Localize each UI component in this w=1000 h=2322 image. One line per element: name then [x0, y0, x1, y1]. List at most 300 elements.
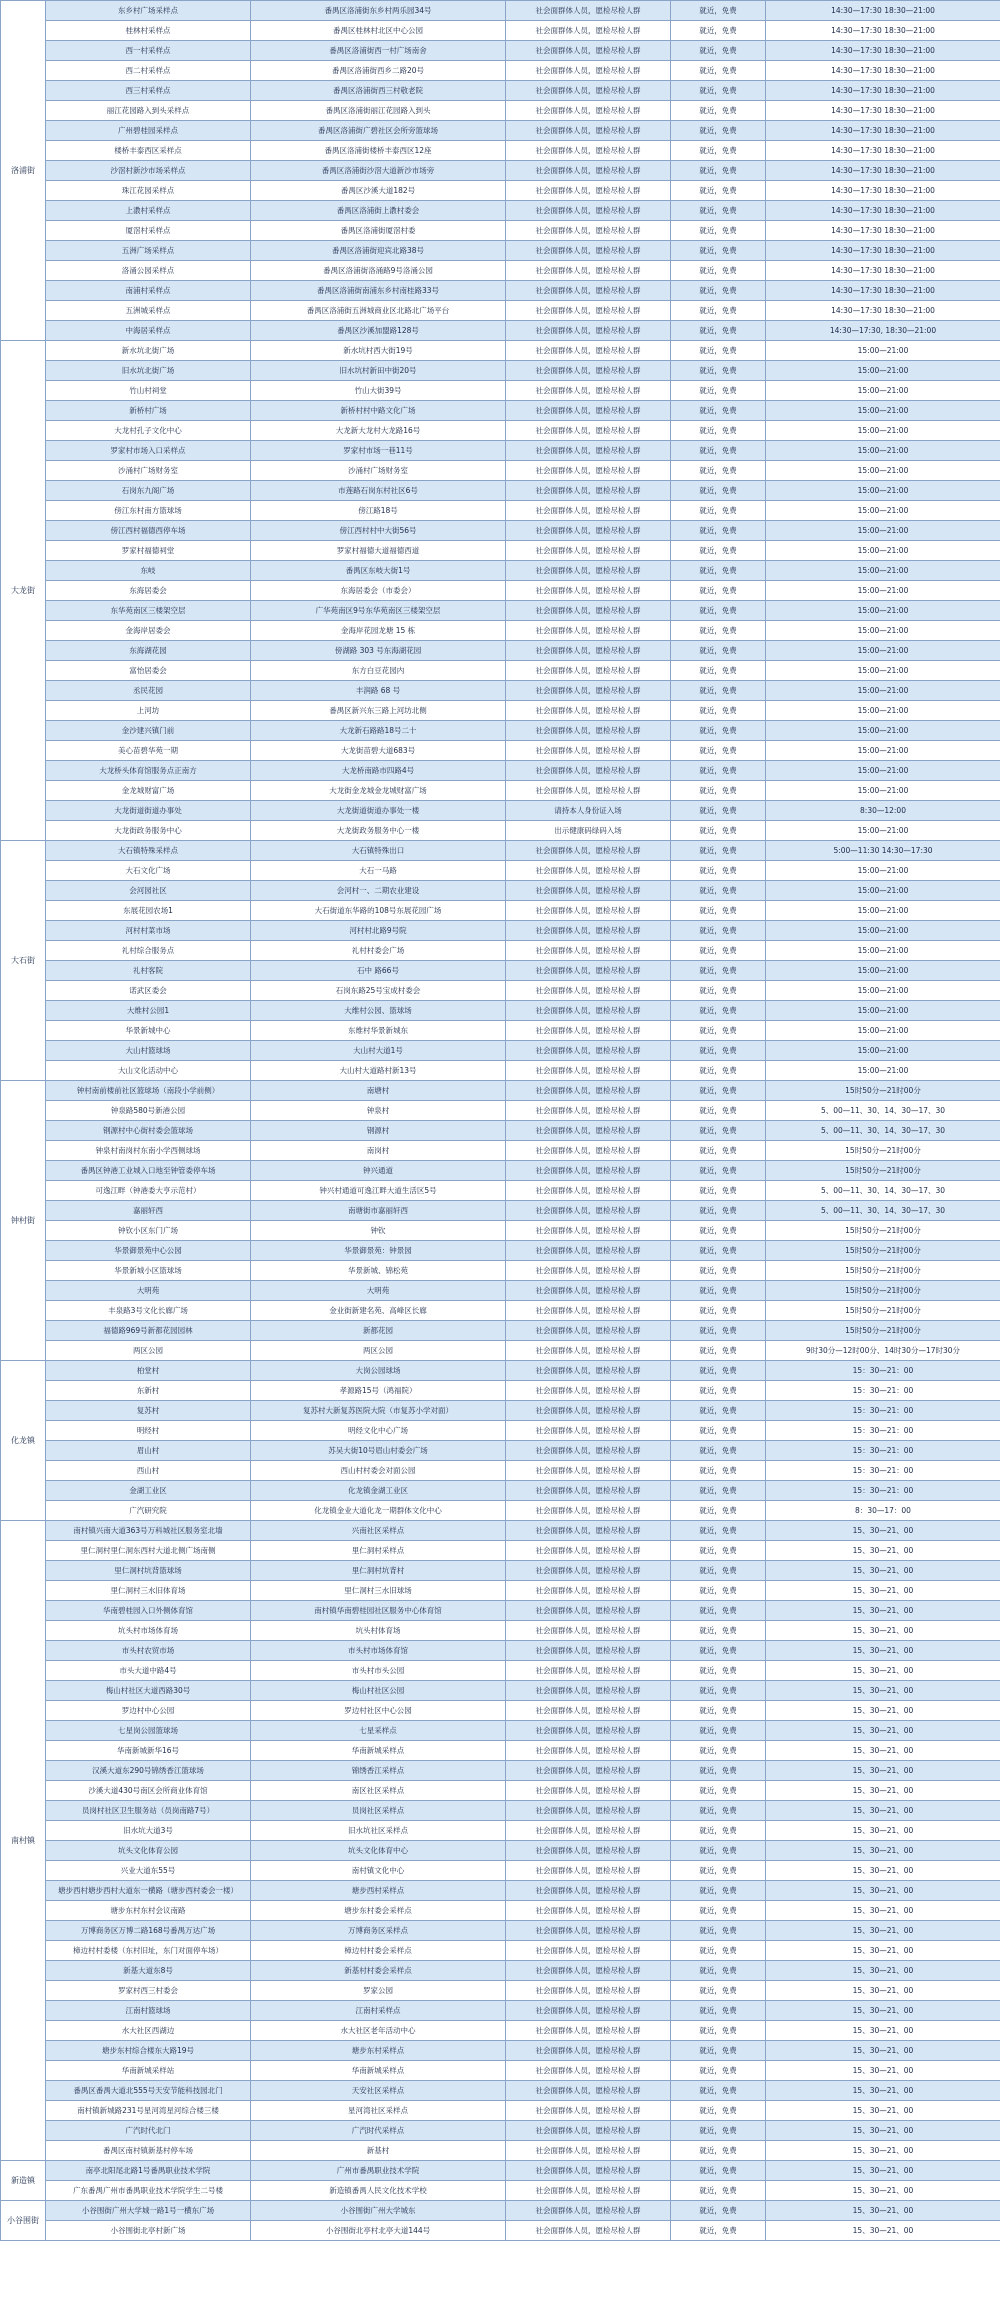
fee-cell: 就近，免费 [671, 2141, 766, 2161]
site-name-cell: 大明苑 [46, 1281, 251, 1301]
fee-cell: 就近，免费 [671, 961, 766, 981]
table-row [1, 1941, 1000, 1961]
site-name-cell: 樟边村村委楼（东村旧址，东门对面停车场） [46, 1941, 251, 1961]
table-row [1, 1741, 1000, 1761]
fee-cell: 就近，免费 [671, 1381, 766, 1401]
site-name-cell: 中海居采样点 [46, 321, 251, 341]
fee-cell: 就近，免费 [671, 1021, 766, 1041]
target-group-cell: 社会面群体人员，愿检尽检人群 [506, 1781, 671, 1801]
target-group-cell: 社会面群体人员，愿检尽检人群 [506, 1061, 671, 1081]
site-address-cell: 广州市番禺职业技术学院 [251, 2161, 506, 2181]
table-row [1, 501, 1000, 521]
table-row [1, 401, 1000, 421]
site-name-cell: 广州碧桂园采样点 [46, 121, 251, 141]
target-group-cell: 社会面群体人员，愿检尽检人群 [506, 2161, 671, 2181]
table-row [1, 821, 1000, 841]
fee-cell: 就近，免费 [671, 1101, 766, 1121]
site-name-cell: 华景御景苑中心公园 [46, 1241, 251, 1261]
service-hours-cell: 14:30—17:30 18:30—21:00 [766, 61, 1000, 81]
site-address-cell: 大石镇特殊出口 [251, 841, 506, 861]
site-name-cell: 新基大道东8号 [46, 1961, 251, 1981]
site-name-cell: 罗家村西三村委会 [46, 1981, 251, 2001]
fee-cell: 就近，免费 [671, 1401, 766, 1421]
table-row [1, 921, 1000, 941]
table-row [1, 21, 1000, 41]
site-address-cell: 番禺区洛浦街丽江花园路入到头 [251, 101, 506, 121]
fee-cell: 就近，免费 [671, 1, 766, 21]
target-group-cell: 社会面群体人员，愿检尽检人群 [506, 1381, 671, 1401]
service-hours-cell: 14:30—17:30 18:30—21:00 [766, 121, 1000, 141]
service-hours-cell: 15:00—21:00 [766, 441, 1000, 461]
table-row [1, 141, 1000, 161]
site-name-cell: 大石文化广场 [46, 861, 251, 881]
fee-cell: 就近，免费 [671, 1561, 766, 1581]
site-name-cell: 小谷围街北亭村新广场 [46, 2221, 251, 2241]
fee-cell: 就近，免费 [671, 741, 766, 761]
table-row [1, 601, 1000, 621]
site-address-cell: 化龙镇金业大道化龙一期群体文化中心 [251, 1501, 506, 1521]
site-address-cell: 里仁洞村三水旧球场 [251, 1581, 506, 1601]
site-name-cell: 金龙城财富广场 [46, 781, 251, 801]
site-name-cell: 番禺区钟港工业城入口地至钟管委停车场 [46, 1161, 251, 1181]
fee-cell: 就近，免费 [671, 981, 766, 1001]
fee-cell: 就近，免费 [671, 201, 766, 221]
site-name-cell: 钟钦小区东门广场 [46, 1221, 251, 1241]
fee-cell: 就近，免费 [671, 1321, 766, 1341]
target-group-cell: 社会面群体人员，愿检尽检人群 [506, 781, 671, 801]
site-address-cell: 坑头文化体育中心 [251, 1841, 506, 1861]
table-row [1, 941, 1000, 961]
fee-cell: 就近，免费 [671, 121, 766, 141]
site-address-cell: 钟兴村通道可逸江畔大道生活区5号 [251, 1181, 506, 1201]
target-group-cell: 社会面群体人员，愿检尽检人群 [506, 2061, 671, 2081]
table-row [1, 761, 1000, 781]
site-address-cell: 丰润路 68 号 [251, 681, 506, 701]
site-name-cell: 大山文化活动中心 [46, 1061, 251, 1081]
target-group-cell: 出示健康码绿码入场 [506, 821, 671, 841]
fee-cell: 就近，免费 [671, 461, 766, 481]
fee-cell: 就近，免费 [671, 1441, 766, 1461]
target-group-cell: 社会面群体人员，愿检尽检人群 [506, 481, 671, 501]
site-name-cell: 坑头文化体育公园 [46, 1841, 251, 1861]
table-row [1, 1701, 1000, 1721]
service-hours-cell: 15、30—21、00 [766, 1621, 1000, 1641]
site-name-cell: 傍江西村福德西停车场 [46, 521, 251, 541]
service-hours-cell: 15、30—21、00 [766, 1801, 1000, 1821]
table-row [1, 2141, 1000, 2161]
fee-cell: 就近，免费 [671, 1301, 766, 1321]
site-name-cell: 南村镇新城路231号星河湾星河综合楼三楼 [46, 2101, 251, 2121]
target-group-cell: 社会面群体人员，愿检尽检人群 [506, 2041, 671, 2061]
site-address-cell: 番禺区洛浦街洛涌路9号洛涌公园 [251, 261, 506, 281]
site-name-cell: 西二村采样点 [46, 61, 251, 81]
service-hours-cell: 15:00—21:00 [766, 821, 1000, 841]
site-address-cell: 大龙街苗碧大道683号 [251, 741, 506, 761]
service-hours-cell: 15、30—21、00 [766, 2141, 1000, 2161]
target-group-cell: 社会面群体人员，愿检尽检人群 [506, 141, 671, 161]
target-group-cell: 社会面群体人员，愿检尽检人群 [506, 1261, 671, 1281]
site-address-cell: 星河湾社区采样点 [251, 2101, 506, 2121]
site-name-cell: 大龙村孔子文化中心 [46, 421, 251, 441]
site-address-cell: 番禺区新兴东三路上河坊北侧 [251, 701, 506, 721]
service-hours-cell: 14:30—17:30 18:30—21:00 [766, 1, 1000, 21]
service-hours-cell: 14:30—17:30 18:30—21:00 [766, 21, 1000, 41]
table-row [1, 1201, 1000, 1221]
fee-cell: 就近，免费 [671, 1961, 766, 1981]
site-address-cell: 两区公园 [251, 1341, 506, 1361]
site-address-cell: 番禺区洛浦街南浦东乡村南桂路33号 [251, 281, 506, 301]
table-row [1, 1561, 1000, 1581]
service-hours-cell: 15时50分—21时00分 [766, 1221, 1000, 1241]
target-group-cell: 社会面群体人员，愿检尽检人群 [506, 1801, 671, 1821]
target-group-cell: 社会面群体人员，愿检尽检人群 [506, 901, 671, 921]
target-group-cell: 社会面群体人员，愿检尽检人群 [506, 41, 671, 61]
fee-cell: 就近，免费 [671, 381, 766, 401]
target-group-cell: 社会面群体人员，愿检尽检人群 [506, 1741, 671, 1761]
service-hours-cell: 15、30—21、00 [766, 2021, 1000, 2041]
site-address-cell: 华景新城、锦松苑 [251, 1261, 506, 1281]
table-row [1, 741, 1000, 761]
fee-cell: 就近，免费 [671, 721, 766, 741]
site-address-cell: 钢源村 [251, 1121, 506, 1141]
table-row [1, 1921, 1000, 1941]
table-row [1, 1781, 1000, 1801]
target-group-cell: 社会面群体人员，愿检尽检人群 [506, 581, 671, 601]
table-row [1, 1121, 1000, 1141]
site-name-cell: 西三村采样点 [46, 81, 251, 101]
fee-cell: 就近，免费 [671, 601, 766, 621]
service-hours-cell: 15:00—21:00 [766, 741, 1000, 761]
service-hours-cell: 15:00—21:00 [766, 881, 1000, 901]
service-hours-cell: 15、30—21、00 [766, 1521, 1000, 1541]
table-row [1, 461, 1000, 481]
site-name-cell: 明经村 [46, 1421, 251, 1441]
table-row [1, 1661, 1000, 1681]
target-group-cell: 社会面群体人员，愿检尽检人群 [506, 1881, 671, 1901]
site-address-cell: 南村镇华南碧桂园社区服务中心体育馆 [251, 1601, 506, 1621]
site-name-cell: 柏堂村 [46, 1361, 251, 1381]
fee-cell: 就近，免费 [671, 2041, 766, 2061]
site-name-cell: 华南碧桂园入口外侧体育馆 [46, 1601, 251, 1621]
table-row [1, 41, 1000, 61]
fee-cell: 就近，免费 [671, 1341, 766, 1361]
site-address-cell: 锦绣香江采样点 [251, 1761, 506, 1781]
target-group-cell: 社会面群体人员，愿检尽检人群 [506, 2101, 671, 2121]
table-row [1, 341, 1000, 361]
street-name-cell: 南村镇 [1, 1521, 46, 2161]
fee-cell: 就近，免费 [671, 1941, 766, 1961]
site-address-cell: 广华苑南区9号东华苑南区三楼架空层 [251, 601, 506, 621]
site-address-cell: 坑头村体育场 [251, 1621, 506, 1641]
service-hours-cell: 15、30—21、00 [766, 2181, 1000, 2201]
site-name-cell: 里仁洞村三水旧体育场 [46, 1581, 251, 1601]
table-row [1, 481, 1000, 501]
fee-cell: 就近，免费 [671, 41, 766, 61]
table-row [1, 721, 1000, 741]
table-row [1, 2061, 1000, 2081]
site-name-cell: 丽江花园路入到头采样点 [46, 101, 251, 121]
service-hours-cell: 15、30—21、00 [766, 1641, 1000, 1661]
service-hours-cell: 15时50分—21时00分 [766, 1241, 1000, 1261]
table-row [1, 1541, 1000, 1561]
service-hours-cell: 15时50分—21时00分 [766, 1081, 1000, 1101]
table-row [1, 1481, 1000, 1501]
site-address-cell: 番禺区沙溪加盟路128号 [251, 321, 506, 341]
service-hours-cell: 15、30—21、00 [766, 2041, 1000, 2061]
site-name-cell: 大维村公园1 [46, 1001, 251, 1021]
target-group-cell: 社会面群体人员，愿检尽检人群 [506, 1421, 671, 1441]
site-address-cell: 明经文化中心广场 [251, 1421, 506, 1441]
site-name-cell: 洛涌公园采样点 [46, 261, 251, 281]
site-name-cell: 水大社区西湖边 [46, 2021, 251, 2041]
table-row [1, 321, 1000, 341]
target-group-cell: 社会面群体人员，愿检尽检人群 [506, 201, 671, 221]
fee-cell: 就近，免费 [671, 101, 766, 121]
fee-cell: 就近，免费 [671, 681, 766, 701]
site-address-cell: 里仁洞村采样点 [251, 1541, 506, 1561]
target-group-cell: 社会面群体人员，愿检尽检人群 [506, 1001, 671, 1021]
site-name-cell: 万博商务区万博二路168号番禺万达广场 [46, 1921, 251, 1941]
site-name-cell: 东华苑南区三楼架空层 [46, 601, 251, 621]
site-address-cell: 南塘村 [251, 1081, 506, 1101]
site-name-cell: 丞民花园 [46, 681, 251, 701]
site-name-cell: 梅山村社区大道西路30号 [46, 1681, 251, 1701]
service-hours-cell: 14:30—17:30, 18:30—21:00 [766, 321, 1000, 341]
target-group-cell: 社会面群体人员，愿检尽检人群 [506, 21, 671, 41]
site-name-cell: 东海湖花园 [46, 641, 251, 661]
service-hours-cell: 15:00—21:00 [766, 601, 1000, 621]
site-name-cell: 福德路969号新都花园园林 [46, 1321, 251, 1341]
service-hours-cell: 15、30—21、00 [766, 1941, 1000, 1961]
target-group-cell: 社会面群体人员，愿检尽检人群 [506, 2021, 671, 2041]
target-group-cell: 社会面群体人员，愿检尽检人群 [506, 2221, 671, 2241]
table-row [1, 2021, 1000, 2041]
site-address-cell: 石岗东路25号宝成村委会 [251, 981, 506, 1001]
site-address-cell: 番禺区洛浦街西三村敬老院 [251, 81, 506, 101]
fee-cell: 就近，免费 [671, 801, 766, 821]
site-name-cell: 里仁洞村里仁洞东西村大道北侧广场南侧 [46, 1541, 251, 1561]
site-name-cell: 美心苗碧华苑一期 [46, 741, 251, 761]
target-group-cell: 社会面群体人员，愿检尽检人群 [506, 281, 671, 301]
service-hours-cell: 15:00—21:00 [766, 1021, 1000, 1041]
service-hours-cell: 15、30—21、00 [766, 2121, 1000, 2141]
service-hours-cell: 5、00—11、30、14、30—17、30 [766, 1201, 1000, 1221]
site-name-cell: 丰泉路3号文化长廊广场 [46, 1301, 251, 1321]
target-group-cell: 社会面群体人员，愿检尽检人群 [506, 1121, 671, 1141]
site-name-cell: 广东番禺广州市番禺职业技术学院学生二号楼 [46, 2181, 251, 2201]
site-name-cell: 华南新城采样站 [46, 2061, 251, 2081]
site-name-cell: 广汽时代北门 [46, 2121, 251, 2141]
table-row [1, 1581, 1000, 1601]
table-row [1, 541, 1000, 561]
fee-cell: 就近，免费 [671, 841, 766, 861]
target-group-cell: 社会面群体人员，愿检尽检人群 [506, 1661, 671, 1681]
service-hours-cell: 14:30—17:30 18:30—21:00 [766, 101, 1000, 121]
table-row [1, 1381, 1000, 1401]
service-hours-cell: 15：30—21：00 [766, 1361, 1000, 1381]
site-address-cell: 孝源路15号（鸿福院） [251, 1381, 506, 1401]
target-group-cell: 社会面群体人员，愿检尽检人群 [506, 341, 671, 361]
target-group-cell: 社会面群体人员，愿检尽检人群 [506, 2001, 671, 2021]
site-name-cell: 汉溪大道东290号锦绣香江篮球场 [46, 1761, 251, 1781]
fee-cell: 就近，免费 [671, 1421, 766, 1441]
fee-cell: 就近，免费 [671, 2121, 766, 2141]
service-hours-cell: 15：30—21：00 [766, 1381, 1000, 1401]
table-row [1, 1401, 1000, 1421]
site-address-cell: 钟泉村 [251, 1101, 506, 1121]
site-name-cell: 江南村篮球场 [46, 2001, 251, 2021]
table-row [1, 801, 1000, 821]
site-address-cell: 新桥村村中路文化广场 [251, 401, 506, 421]
fee-cell: 就近，免费 [671, 1781, 766, 1801]
service-hours-cell: 15:00—21:00 [766, 901, 1000, 921]
target-group-cell: 社会面群体人员，愿检尽检人群 [506, 1081, 671, 1101]
service-hours-cell: 15:00—21:00 [766, 781, 1000, 801]
site-name-cell: 金沙建兴镇门前 [46, 721, 251, 741]
fee-cell: 就近，免费 [671, 821, 766, 841]
site-name-cell: 华南新城新华16号 [46, 1741, 251, 1761]
target-group-cell: 社会面群体人员，愿检尽检人群 [506, 841, 671, 861]
fee-cell: 就近，免费 [671, 1501, 766, 1521]
site-address-cell: 苏吴大街10号眉山村委会广场 [251, 1441, 506, 1461]
fee-cell: 就近，免费 [671, 1881, 766, 1901]
service-hours-cell: 5、00—11、30、14、30—17、30 [766, 1121, 1000, 1141]
service-hours-cell: 15:00—21:00 [766, 941, 1000, 961]
fee-cell: 就近，免费 [671, 701, 766, 721]
table-row [1, 1281, 1000, 1301]
target-group-cell: 社会面群体人员，愿检尽检人群 [506, 301, 671, 321]
table-row [1, 561, 1000, 581]
site-address-cell: 大明苑 [251, 1281, 506, 1301]
street-name-cell: 小谷围街 [1, 2201, 46, 2241]
table-row [1, 121, 1000, 141]
site-address-cell: 傍江西村村中大街56号 [251, 521, 506, 541]
table-row [1, 1341, 1000, 1361]
site-address-cell: 会河村一、二期农业建设 [251, 881, 506, 901]
fee-cell: 就近，免费 [671, 1361, 766, 1381]
site-address-cell: 番禺区洛浦街广碧社区会所旁篮球场 [251, 121, 506, 141]
service-hours-cell: 15:00—21:00 [766, 541, 1000, 561]
table-row [1, 1521, 1000, 1541]
site-address-cell: 大龙桥南路市四路4号 [251, 761, 506, 781]
site-address-cell: 大石一马路 [251, 861, 506, 881]
site-address-cell: 沙涌村广场财务室 [251, 461, 506, 481]
site-address-cell: 兴南社区采样点 [251, 1521, 506, 1541]
target-group-cell: 社会面群体人员，愿检尽检人群 [506, 1561, 671, 1581]
fee-cell: 就近，免费 [671, 2021, 766, 2041]
site-name-cell: 钟泉村南岗村东南小学西侧球场 [46, 1141, 251, 1161]
table-row [1, 2181, 1000, 2201]
table-row [1, 1841, 1000, 1861]
site-name-cell: 沙滘村新沙市场采样点 [46, 161, 251, 181]
site-address-cell: 新都花园 [251, 1321, 506, 1341]
target-group-cell: 社会面群体人员，愿检尽检人群 [506, 401, 671, 421]
service-hours-cell: 15：30—21：00 [766, 1441, 1000, 1461]
target-group-cell: 社会面群体人员，愿检尽检人群 [506, 741, 671, 761]
site-address-cell: 新造镇番禺人民文化技术学校 [251, 2181, 506, 2201]
site-name-cell: 坑头村市场体育场 [46, 1621, 251, 1641]
table-row [1, 2201, 1000, 2221]
service-hours-cell: 15:00—21:00 [766, 1061, 1000, 1081]
site-address-cell: 番禺区桂林村北区中心公园 [251, 21, 506, 41]
service-hours-cell: 15：30—21：00 [766, 1421, 1000, 1441]
fee-cell: 就近，免费 [671, 141, 766, 161]
site-name-cell: 沙溪大道430号南区会所商业体育馆 [46, 1781, 251, 1801]
service-hours-cell: 15、30—21、00 [766, 1861, 1000, 1881]
site-address-cell: 大维村公园、篮球场 [251, 1001, 506, 1021]
table-row [1, 701, 1000, 721]
site-name-cell: 五洲城采样点 [46, 301, 251, 321]
fee-cell: 就近，免费 [671, 61, 766, 81]
service-hours-cell: 14:30—17:30 18:30—21:00 [766, 281, 1000, 301]
site-address-cell: 市头村市场体育馆 [251, 1641, 506, 1661]
fee-cell: 就近，免费 [671, 1061, 766, 1081]
site-address-cell: 塘步东村委会采样点 [251, 1901, 506, 1921]
table-row [1, 181, 1000, 201]
table-row [1, 1681, 1000, 1701]
target-group-cell: 社会面群体人员，愿检尽检人群 [506, 441, 671, 461]
site-name-cell: 新桥村广场 [46, 401, 251, 421]
service-hours-cell: 14:30—17:30 18:30—21:00 [766, 81, 1000, 101]
site-name-cell: 里仁洞村坑背篮球场 [46, 1561, 251, 1581]
target-group-cell: 社会面群体人员，愿检尽检人群 [506, 1, 671, 21]
service-hours-cell: 15:00—21:00 [766, 401, 1000, 421]
target-group-cell: 社会面群体人员，愿检尽检人群 [506, 1321, 671, 1341]
site-address-cell: 新水坑村西大街19号 [251, 341, 506, 361]
target-group-cell: 社会面群体人员，愿检尽检人群 [506, 2141, 671, 2161]
street-name-cell: 新造镇 [1, 2161, 46, 2201]
service-hours-cell: 14:30—17:30 18:30—21:00 [766, 181, 1000, 201]
target-group-cell: 社会面群体人员，愿检尽检人群 [506, 1901, 671, 1921]
site-address-cell: 罗家公园 [251, 1981, 506, 2001]
site-name-cell: 番禺区南村镇新基村停车场 [46, 2141, 251, 2161]
fee-cell: 就近，免费 [671, 1461, 766, 1481]
site-name-cell: 南浦村采样点 [46, 281, 251, 301]
site-name-cell: 市头村农贸市场 [46, 1641, 251, 1661]
service-hours-cell: 15:00—21:00 [766, 721, 1000, 741]
table-row [1, 1601, 1000, 1621]
service-hours-cell: 15、30—21、00 [766, 1841, 1000, 1861]
target-group-cell: 社会面群体人员，愿检尽检人群 [506, 1961, 671, 1981]
fee-cell: 就近，免费 [671, 1541, 766, 1561]
table-row [1, 881, 1000, 901]
site-address-cell: 大龙新大龙村大龙路16号 [251, 421, 506, 441]
table-row [1, 2121, 1000, 2141]
target-group-cell: 社会面群体人员，愿检尽检人群 [506, 181, 671, 201]
site-address-cell: 番禺区洛浦街厦滘村委 [251, 221, 506, 241]
fee-cell: 就近，免费 [671, 281, 766, 301]
site-name-cell: 大龙街道街道办事处 [46, 801, 251, 821]
table-row [1, 61, 1000, 81]
site-name-cell: 大山村篮球场 [46, 1041, 251, 1061]
fee-cell: 就近，免费 [671, 881, 766, 901]
target-group-cell: 社会面群体人员，愿检尽检人群 [506, 541, 671, 561]
service-hours-cell: 15:00—21:00 [766, 461, 1000, 481]
service-hours-cell: 15:00—21:00 [766, 581, 1000, 601]
service-hours-cell: 15:00—21:00 [766, 481, 1000, 501]
table-row [1, 1021, 1000, 1041]
site-name-cell: 上漖村采样点 [46, 201, 251, 221]
site-name-cell: 珠江花园采样点 [46, 181, 251, 201]
target-group-cell: 社会面群体人员，愿检尽检人群 [506, 2201, 671, 2221]
site-name-cell: 塘步东村东村会议南路 [46, 1901, 251, 1921]
site-address-cell: 番禺区沙溪大道182号 [251, 181, 506, 201]
site-address-cell: 番禺区洛浦街沙滘大道新沙市场旁 [251, 161, 506, 181]
service-hours-cell: 5:00—11:30 14:30—17:30 [766, 841, 1000, 861]
fee-cell: 就近，免费 [671, 521, 766, 541]
target-group-cell: 社会面群体人员，愿检尽检人群 [506, 761, 671, 781]
fee-cell: 就近，免费 [671, 1921, 766, 1941]
